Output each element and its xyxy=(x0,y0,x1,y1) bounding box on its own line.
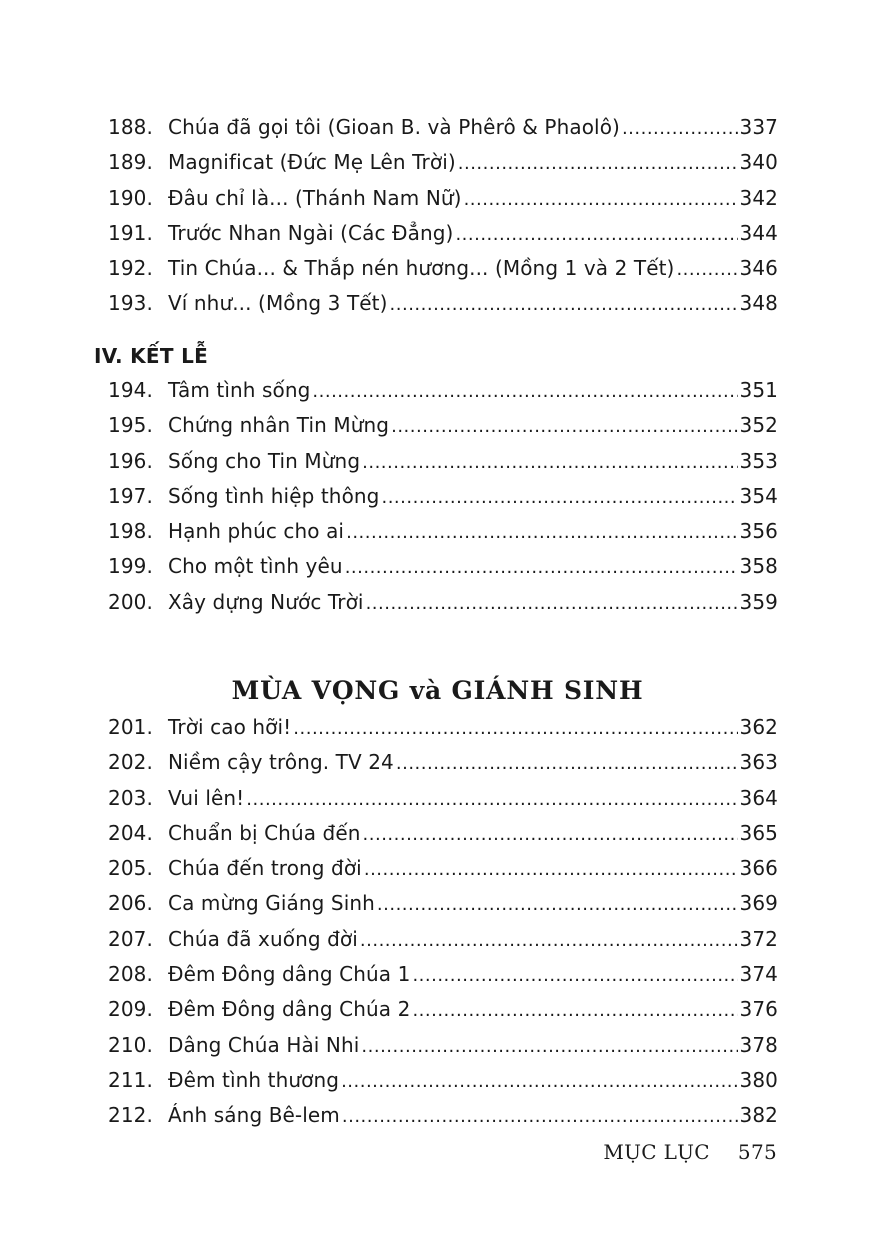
toc-entry-number: 196. xyxy=(108,448,153,473)
toc-dot-leader xyxy=(362,452,737,473)
section-heading-ket-le: IV. KẾT LỄ xyxy=(94,344,209,368)
toc-list-group-3 xyxy=(108,715,778,1139)
toc-entry-title: Chúa đã xuống đời xyxy=(168,926,358,951)
toc-entry-number: 206. xyxy=(108,891,153,916)
toc-entry-title: Ánh sáng Bê-lem xyxy=(168,1103,340,1128)
toc-entry-number: 203. xyxy=(108,785,153,810)
toc-entry xyxy=(108,554,778,589)
toc-entry-title: Ca mừng Giáng Sinh xyxy=(168,891,375,916)
toc-entry-number: 190. xyxy=(108,185,153,210)
toc-entry-number: 193. xyxy=(108,291,153,316)
toc-entry-number: 204. xyxy=(108,820,153,845)
toc-dot-leader xyxy=(342,1106,738,1127)
toc-entry xyxy=(108,484,778,519)
toc-entry-page: 363 xyxy=(739,750,778,775)
toc-entry-page: 359 xyxy=(739,589,778,614)
toc-dot-leader xyxy=(366,593,738,614)
toc-dot-leader xyxy=(412,965,737,986)
footer-page-number: 575 xyxy=(737,1140,777,1164)
toc-dot-leader xyxy=(346,522,737,543)
toc-entry-page: 348 xyxy=(739,291,778,316)
toc-dot-leader xyxy=(622,118,738,139)
toc-entry-page: 337 xyxy=(739,115,778,139)
footer-label: MỤC LỤC xyxy=(603,1140,710,1164)
toc-dot-leader xyxy=(396,753,738,774)
toc-entry-title: Hạnh phúc cho ai xyxy=(168,519,345,544)
toc-entry xyxy=(108,856,778,891)
toc-dot-leader xyxy=(377,894,738,915)
toc-entry-title: Tin Chúa... & Thắp nén hương... (Mồng 1 và 2 Tết) xyxy=(168,256,675,281)
toc-dot-leader xyxy=(458,153,738,174)
toc-entry-title: Xây dựng Nước Trời xyxy=(168,589,364,614)
toc-entry-title: Tâm tình sống xyxy=(168,378,311,402)
toc-dot-leader xyxy=(345,557,738,578)
toc-entry-page: 352 xyxy=(739,413,778,438)
toc-entry xyxy=(108,997,778,1032)
toc-entry-page: 380 xyxy=(739,1067,778,1092)
toc-dot-leader xyxy=(464,189,738,210)
toc-entry-page: 351 xyxy=(739,378,778,402)
toc-dot-leader xyxy=(391,416,737,437)
toc-entry-title: Dâng Chúa Hài Nhi xyxy=(168,1032,360,1057)
toc-entry-page: 356 xyxy=(739,519,778,544)
toc-entry xyxy=(108,150,778,185)
toc-dot-leader xyxy=(293,718,737,739)
toc-entry-number: 195. xyxy=(108,413,153,438)
toc-entry-page: 372 xyxy=(739,926,778,951)
toc-entry-title: Sống cho Tin Mừng xyxy=(168,448,361,473)
toc-list-group-1 xyxy=(108,115,778,327)
toc-entry xyxy=(108,413,778,448)
toc-entry-page: 344 xyxy=(739,220,778,245)
toc-entry xyxy=(108,750,778,785)
toc-entry-title: Cho một tình yêu xyxy=(168,554,343,579)
page-footer xyxy=(603,1140,777,1164)
toc-entry-number: 191. xyxy=(108,220,153,245)
toc-entry-number: 199. xyxy=(108,554,153,579)
toc-dot-leader xyxy=(360,930,738,951)
toc-entry xyxy=(108,115,778,150)
toc-entry-number: 202. xyxy=(108,750,153,775)
toc-entry xyxy=(108,378,778,413)
toc-entry-title: Đêm Đông dâng Chúa 2 xyxy=(168,997,411,1022)
toc-entry xyxy=(108,186,778,221)
toc-entry xyxy=(108,1033,778,1068)
toc-entry-page: 366 xyxy=(739,856,778,881)
toc-entry-page: 364 xyxy=(739,785,778,810)
toc-entry xyxy=(108,1103,778,1138)
toc-entry-page: 365 xyxy=(739,820,778,845)
toc-dot-leader xyxy=(676,259,737,280)
toc-dot-leader xyxy=(455,224,737,245)
toc-dot-leader xyxy=(341,1071,737,1092)
toc-entry xyxy=(108,519,778,554)
toc-entry-number: 189. xyxy=(108,150,153,175)
toc-entry-title: Magnificat (Đức Mẹ Lên Trời) xyxy=(168,150,456,175)
toc-entry-number: 210. xyxy=(108,1032,153,1057)
toc-entry xyxy=(108,786,778,821)
toc-entry-title: Trước Nhan Ngài (Các Đẳng) xyxy=(168,220,454,245)
toc-entry-page: 382 xyxy=(739,1103,778,1128)
toc-entry-number: 207. xyxy=(108,926,153,951)
toc-entry xyxy=(108,821,778,856)
toc-dot-leader xyxy=(312,381,737,402)
toc-entry-title: Sống tình hiệp thông xyxy=(168,483,380,508)
toc-entry-number: 188. xyxy=(108,115,153,139)
toc-dot-leader xyxy=(390,294,738,315)
toc-entry-page: 378 xyxy=(739,1032,778,1057)
toc-dot-leader xyxy=(412,1000,737,1021)
toc-entry-number: 201. xyxy=(108,715,153,739)
toc-entry-page: 340 xyxy=(739,150,778,175)
toc-entry-number: 200. xyxy=(108,589,153,614)
toc-entry xyxy=(108,962,778,997)
toc-entry xyxy=(108,891,778,926)
toc-entry-title: Chúa đến trong đời xyxy=(168,856,362,881)
toc-entry-page: 374 xyxy=(739,962,778,987)
toc-dot-leader xyxy=(361,1036,737,1057)
toc-entry-number: 208. xyxy=(108,962,153,987)
toc-list-group-2 xyxy=(108,378,778,625)
toc-entry xyxy=(108,1068,778,1103)
toc-dot-leader xyxy=(246,789,737,810)
toc-entry xyxy=(108,221,778,256)
toc-dot-leader xyxy=(364,859,738,880)
toc-entry-page: 369 xyxy=(739,891,778,916)
toc-entry-title: Đêm tình thương xyxy=(168,1067,340,1092)
toc-entry-number: 194. xyxy=(108,378,153,402)
toc-entry-title: Niềm cậy trông. TV 24 xyxy=(168,750,394,775)
toc-dot-leader xyxy=(381,487,737,508)
toc-entry-title: Chúa đã gọi tôi (Gioan B. và Phêrô & Phaolô) xyxy=(168,115,620,139)
toc-entry-number: 192. xyxy=(108,256,153,281)
toc-entry-page: 354 xyxy=(739,483,778,508)
toc-entry-number: 198. xyxy=(108,519,153,544)
toc-entry xyxy=(108,715,778,750)
toc-entry-title: Chuẩn bị Chúa đến xyxy=(168,820,361,845)
toc-entry-number: 211. xyxy=(108,1067,153,1092)
toc-entry-title: Chứng nhân Tin Mừng xyxy=(168,413,390,438)
toc-entry-page: 346 xyxy=(739,256,778,281)
toc-entry-title: Đêm Đông dâng Chúa 1 xyxy=(168,962,411,987)
toc-entry-number: 205. xyxy=(108,856,153,881)
toc-entry-page: 362 xyxy=(739,715,778,739)
toc-entry-number: 212. xyxy=(108,1103,153,1128)
toc-entry-page: 353 xyxy=(739,448,778,473)
toc-entry-title: Vui lên! xyxy=(168,785,245,810)
toc-entry-title: Trời cao hỡi! xyxy=(168,715,292,739)
toc-entry-title: Đâu chỉ là... (Thánh Nam Nữ) xyxy=(168,185,462,210)
toc-entry xyxy=(108,590,778,625)
toc-entry-number: 197. xyxy=(108,483,153,508)
toc-entry xyxy=(108,291,778,326)
toc-entry-title: Ví như... (Mồng 3 Tết) xyxy=(168,291,388,316)
toc-entry-number: 209. xyxy=(108,997,153,1022)
toc-entry-page: 376 xyxy=(739,997,778,1022)
toc-dot-leader xyxy=(363,824,738,845)
toc-entry xyxy=(108,927,778,962)
season-title: MÙA VỌNG và GIÁNH SINH xyxy=(231,676,644,705)
toc-entry xyxy=(108,256,778,291)
toc-entry-page: 342 xyxy=(739,185,778,210)
toc-entry xyxy=(108,449,778,484)
toc-entry-page: 358 xyxy=(739,554,778,579)
